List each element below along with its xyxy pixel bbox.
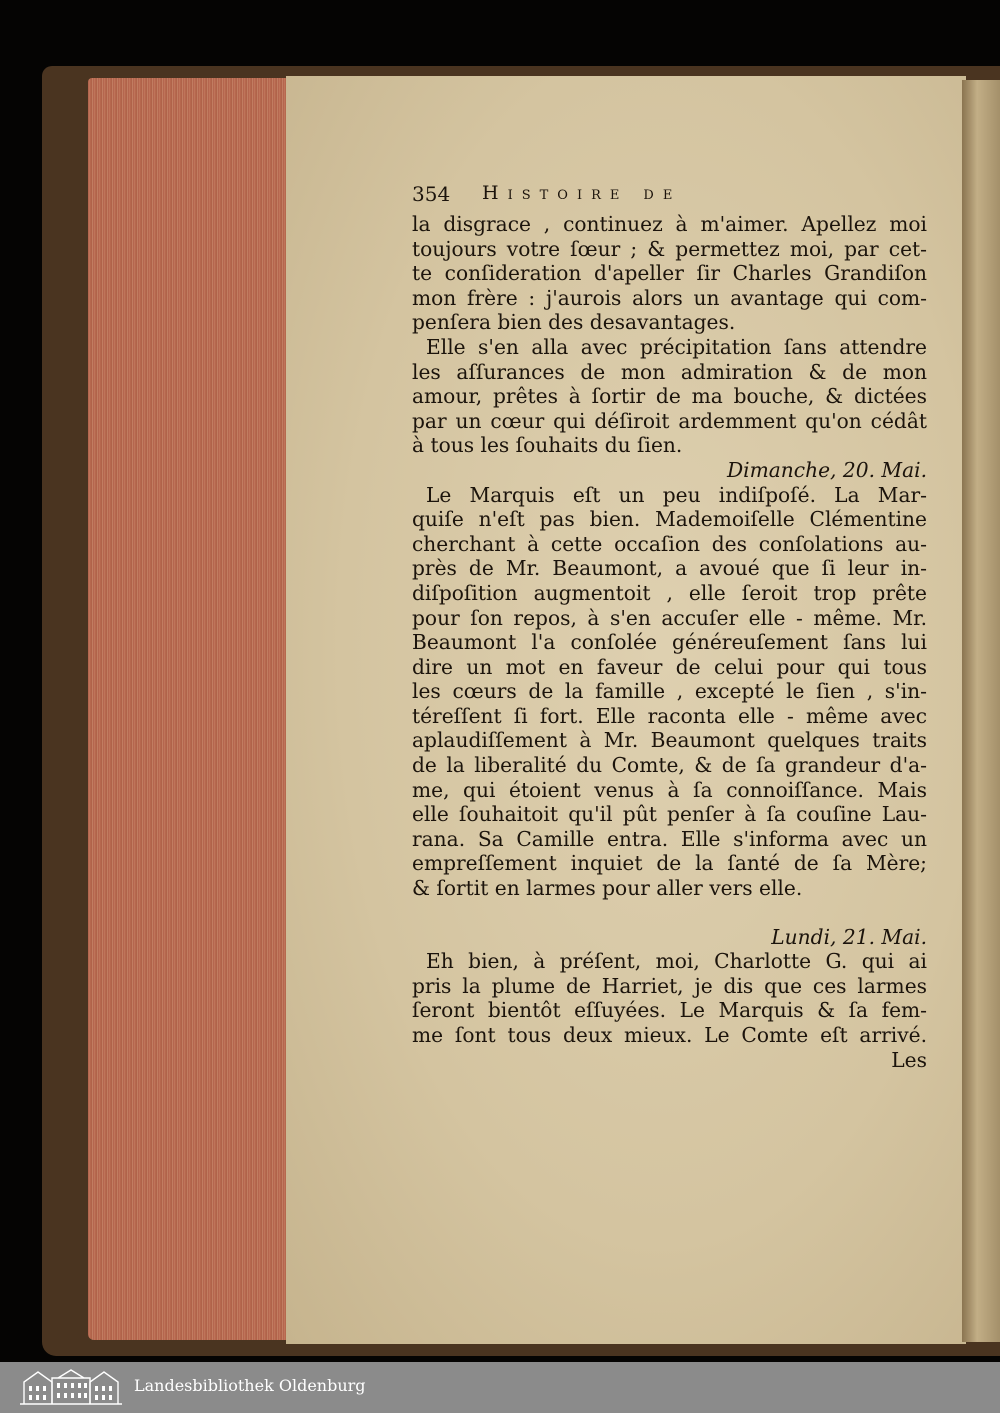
catchword: Les <box>891 1047 927 1072</box>
text-line: les cœurs de la famille , excepté le ſien , s'in- <box>412 679 927 704</box>
text-line: près de Mr. Beaumont, a avoué que ſi leur in- <box>412 556 927 581</box>
facing-page-edge <box>962 80 1000 1342</box>
text-line: Le Marquis eſt un peu indiſpoſé. La Mar- <box>426 482 927 507</box>
text-line: & ſortit en larmes pour aller vers elle. <box>412 876 803 901</box>
date-heading: Dimanche, 20. Mai. <box>726 457 927 482</box>
text-line: quiſe n'eſt pas bien. Mademoiſelle Clémentine <box>412 507 927 532</box>
text-line: elle ſouhaitoit qu'il pût penſer à ſa couſine Lau- <box>412 802 927 827</box>
text-line: à tous les ſouhaits du ſien. <box>412 433 683 458</box>
library-name: Landesbibliothek Oldenburg <box>134 1376 366 1395</box>
line-gap <box>412 901 927 925</box>
running-title: Histoire de <box>482 182 682 204</box>
text-line: ſeront bientôt eſſuyées. Le Marquis & ſa fem- <box>412 998 927 1023</box>
text-line: amour, prêtes à ſortir de ma bouche, & dictées <box>412 384 927 409</box>
page-number: 354 <box>412 182 451 206</box>
text-line: empreſſement inquiet de la ſanté de ſa Mère; <box>412 851 927 876</box>
text-line: les aſſurances de mon admiration & de mon <box>412 359 927 384</box>
text-line: téreſſent ſi fort. Elle raconta elle - même avec <box>412 703 927 728</box>
text-line: toujours votre ſœur ; & permettez moi, par cet- <box>412 236 927 261</box>
text-line: mon frère : j'aurois alors un avantage qui com- <box>412 285 927 310</box>
date-heading: Lundi, 21. Mai. <box>771 924 927 949</box>
library-building-icon <box>18 1368 124 1406</box>
text-line: Beaumont l'a conſolée généreuſement ſans lui <box>412 630 927 655</box>
text-lines <box>412 212 927 1072</box>
text-line: pris la plume de Harriet, je dis que ces larmes <box>412 973 927 998</box>
text-line: me ſont tous deux mieux. Le Comte eſt arrivé. <box>412 1023 927 1047</box>
text-line: dire un mot en faveur de celui pour qui tous <box>412 654 927 679</box>
text-line: cherchant à cette occaſion des conſolations au- <box>412 531 927 556</box>
page-text <box>412 182 927 1072</box>
text-line: me, qui étoient venus à ſa connoiſſance. Mais <box>412 777 927 802</box>
text-line: Eh bien, à préſent, moi, Charlotte G. qui ai <box>426 949 927 974</box>
text-line: pour ſon repos, à s'en accuſer elle - même. Mr. <box>412 605 927 630</box>
text-line: par un cœur qui déſiroit ardemment qu'on cédât <box>412 408 927 433</box>
text-line: penſera bien des desavantages. <box>412 310 736 335</box>
text-line: de la liberalité du Comte, & de ſa grandeur d'a- <box>412 753 927 778</box>
page-header <box>412 182 927 212</box>
text-line: te conſideration d'apeller ſir Charles Grandiſon <box>412 261 927 286</box>
footer-bar <box>0 1362 1000 1413</box>
text-line: rana. Sa Camille entra. Elle s'informa avec un <box>412 826 927 851</box>
text-line: aplaudiſſement à Mr. Beaumont quelques traits <box>412 728 927 753</box>
text-line: la disgrace , continuez à m'aimer. Apellez moi <box>412 212 927 236</box>
text-line: Elle s'en alla avec précipitation ſans attendre <box>426 334 927 359</box>
page-edges <box>88 78 293 1340</box>
text-line: diſpoſition augmentoit , elle ſeroit trop prête <box>412 580 927 605</box>
